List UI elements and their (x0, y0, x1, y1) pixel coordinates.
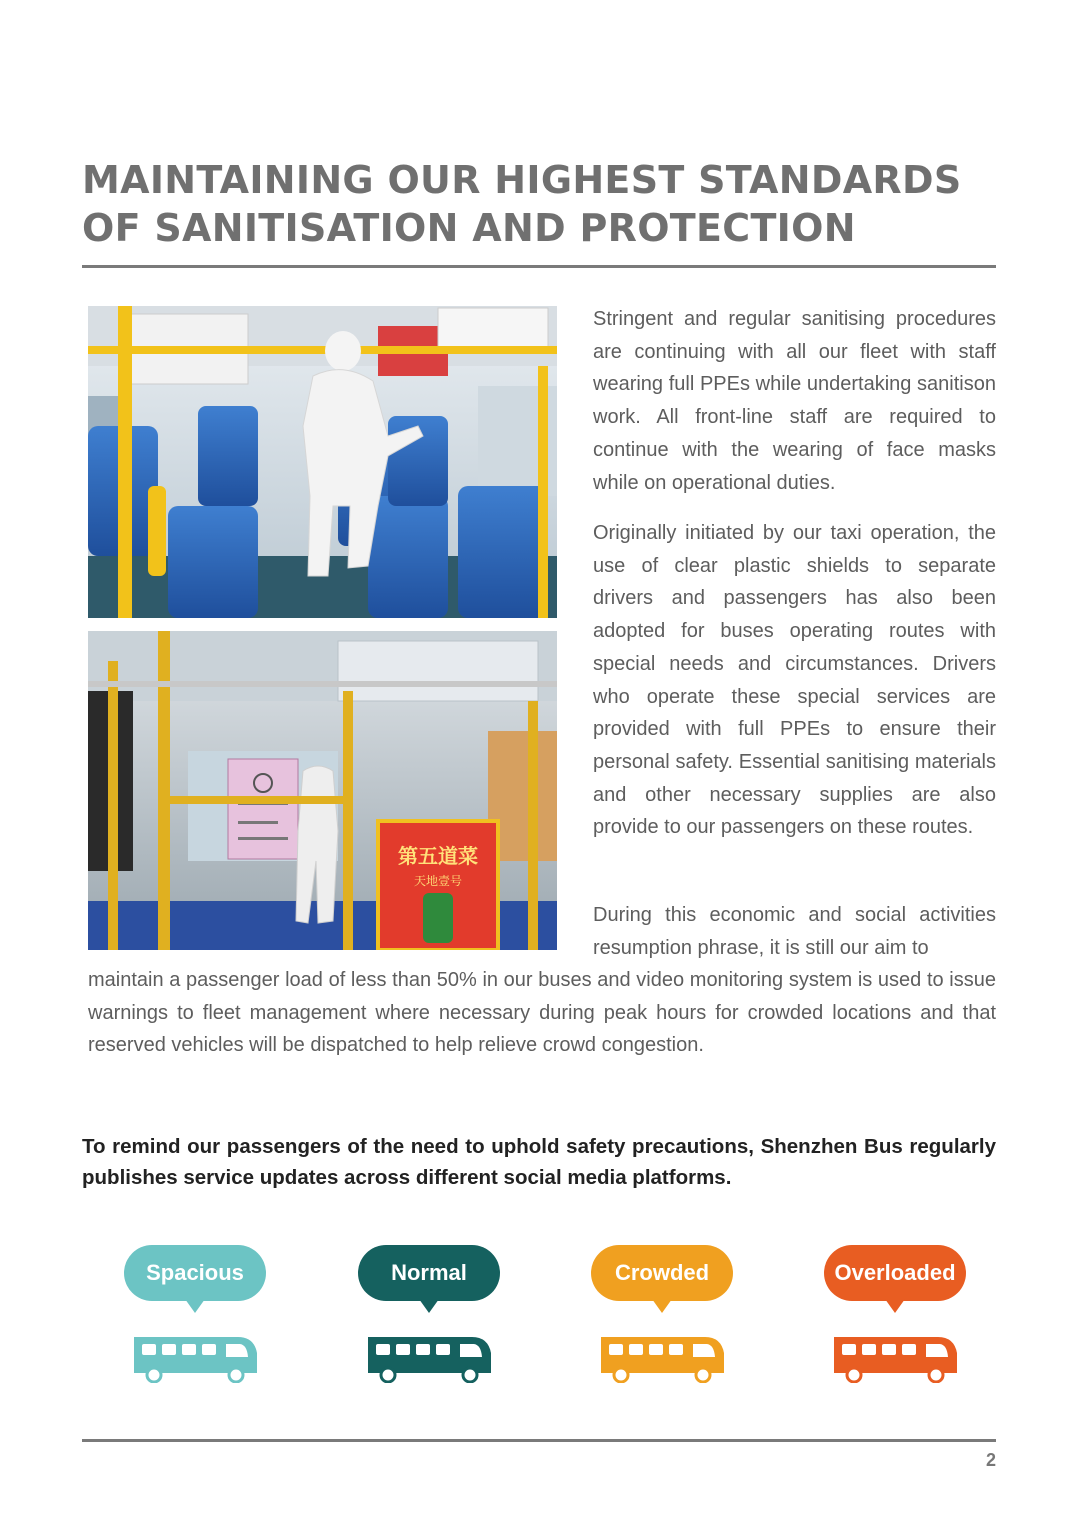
paragraph-shields: Originally initiated by our taxi operation, the use of clear plastic shields to separate drivers and passengers has also been adopted for buses operating routes with special needs and circumstances. Drivers who operate these special services are provided with full PPEs to ensure their personal safety. Essential sanitising materials and other necessary supplies are also provide to our passengers on these routes. (593, 522, 996, 839)
status-label: Crowded (591, 1245, 733, 1301)
title-line-1: MAINTAINING OUR HIGHEST STANDARDS (82, 158, 962, 202)
status-label: Normal (358, 1245, 500, 1301)
paragraph-sanitising: Stringent and regular sanitising procedures are continuing with all our fleet with staff wearing full PPEs while undertaking sanitison work. All front-line staff are required to continue with the wearing of face masks while on operational duties. (593, 308, 996, 494)
title-line-2: OF SANITISATION AND PROTECTION (82, 206, 856, 250)
status-spacious (124, 1245, 266, 1395)
page-title (82, 156, 1022, 252)
status-crowded (591, 1245, 733, 1395)
paragraph-passenger-load-start: During this economic and social activities resumption phrase, it is still our aim to (593, 904, 996, 959)
status-normal (358, 1245, 500, 1395)
poster-headline: 第五道菜 (398, 844, 478, 868)
status-overloaded (824, 1245, 966, 1395)
bus-icon (597, 1333, 727, 1383)
title-divider (82, 265, 996, 268)
paragraph-passenger-load-rest: maintain a passenger load of less than 50% in our buses and video monitoring system is used to issue warnings to fleet management where necessary during peak hours for crowded locations and that reserved vehicles will be dispatched to help relieve crowd congestion. (88, 969, 996, 1057)
page-number: 2 (985, 1450, 996, 1470)
bus-icon (130, 1333, 260, 1383)
bus-icon (830, 1333, 960, 1383)
status-label: Spacious (124, 1245, 266, 1301)
bus-icon (364, 1333, 494, 1383)
poster-subline: 天地壹号 (413, 874, 463, 888)
reminder-text: To remind our passengers of the need to uphold safety precautions, Shenzhen Bus regularly publishes service updates across different social media platforms. (82, 1135, 996, 1189)
photo-sanitising-seats (88, 306, 557, 618)
footer-divider (82, 1439, 996, 1442)
status-label: Overloaded (824, 1245, 966, 1301)
photo-driver-shield (88, 631, 557, 950)
